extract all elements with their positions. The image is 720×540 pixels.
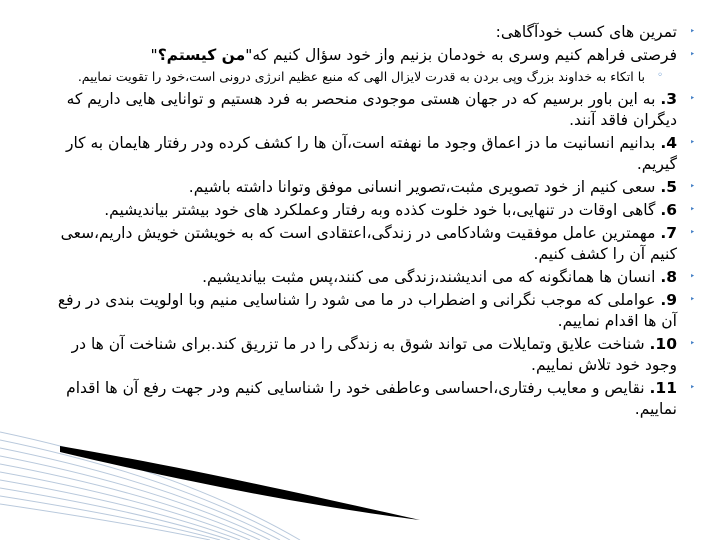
item-text: نقایص و معایب رفتاری،احساسی وعاطفی خود را شناسایی کنیم ودر جهت رفع آن ها اقدام نماییم.: [66, 379, 677, 418]
item-text: سعی کنیم از خود تصویری مثبت،تصویر انسانی موفق وتوانا داشته باشیم.: [188, 178, 661, 196]
list-item-8: [55, 267, 695, 288]
list-item-10: [55, 334, 695, 376]
list-item-3: [55, 89, 695, 131]
item-text: شناخت علایق وتمایلات می تواند شوق به زندگی را در ما تزریق کند.برای شناخت آن ها در وجود خود تلاش نماییم.: [71, 335, 677, 374]
item-text: مهمترین عامل موفقیت وشادکامی در زندگی،اعتقادی است که به خویشتن خویش داریم،سعی کنیم آن را کشف کنیم.: [60, 224, 677, 263]
item-number: 6.: [660, 201, 677, 219]
item-number: 4.: [660, 134, 677, 152]
bullet-arrow-icon: ‣: [689, 295, 695, 305]
list-item-6: [55, 200, 695, 221]
bullet-arrow-icon: ‣: [689, 182, 695, 192]
bullet-arrow-icon: ‣: [689, 272, 695, 282]
item-number: 5.: [660, 178, 677, 196]
item-number: 10.: [649, 335, 677, 353]
list-item-self-question: [55, 45, 695, 66]
item-number: 7.: [660, 224, 677, 242]
slide-content: [55, 22, 695, 422]
item-text: تمرین های کسب خودآگاهی:: [495, 23, 677, 41]
item-text: به این باور برسیم که در جهان هستی موجودی منحصر به فرد هستیم و توانایی هایی داریم که دیگران فاقد آنند.: [66, 90, 677, 129]
bullet-arrow-icon: ‣: [689, 205, 695, 215]
item-text: انسان ها همانگونه که می اندیشند،زندگی می کنند،پس مثبت بیاندیشیم.: [202, 268, 661, 286]
item-text-end: ": [150, 46, 158, 64]
bullet-arrow-icon: ‣: [689, 339, 695, 349]
item-text: فرصتی فراهم کنیم وسری به خودمان بزنیم واز خود سؤال کنیم که": [245, 46, 677, 64]
item-text: بدانیم انسانیت ما دز اعماق وجود ما نهفته است،آن ها را کشف کرده ودر رفتار هایمان به کار گیریم.: [65, 134, 677, 173]
item-text: عواملی که موجب نگرانی و اضطراب در ما می شود را شناسایی منیم وبا اولویت بندی در رفع آن ها اقدام نماییم.: [57, 291, 677, 330]
bullet-arrow-icon: ‣: [689, 94, 695, 104]
item-number: 3.: [660, 90, 677, 108]
list-item-11: [55, 378, 695, 420]
bullet-arrow-icon: ‣: [689, 138, 695, 148]
bullet-arrow-icon: ‣: [689, 27, 695, 37]
item-text: گاهی اوقات در تنهایی،با خود خلوت کذده وبه رفتار وعملکرد های خود بیشتر بیاندیشیم.: [104, 201, 661, 219]
list-item-7: [55, 223, 695, 265]
list-item-4: [55, 133, 695, 175]
bullet-arrow-icon: ‣: [689, 228, 695, 238]
bullet-arrow-icon: ‣: [689, 383, 695, 393]
bullet-arrow-icon: ‣: [689, 50, 695, 60]
item-bold-text: من کیستم؟: [157, 46, 246, 64]
item-number: 11.: [649, 379, 677, 397]
list-item-9: [55, 290, 695, 332]
sub-bullet-circle-icon: ◦: [657, 70, 663, 81]
item-number: 8.: [660, 268, 677, 286]
list-item-title: [55, 22, 695, 43]
sub-list-item: [55, 68, 667, 86]
list-item-5: [55, 177, 695, 198]
sub-item-text: با اتکاء به خداوند بزرگ وپی بردن به قدرت لایزال الهی که منبع عظیم انرژی درونی است،خود را تقویت نماییم.: [77, 69, 645, 84]
item-number: 9.: [660, 291, 677, 309]
